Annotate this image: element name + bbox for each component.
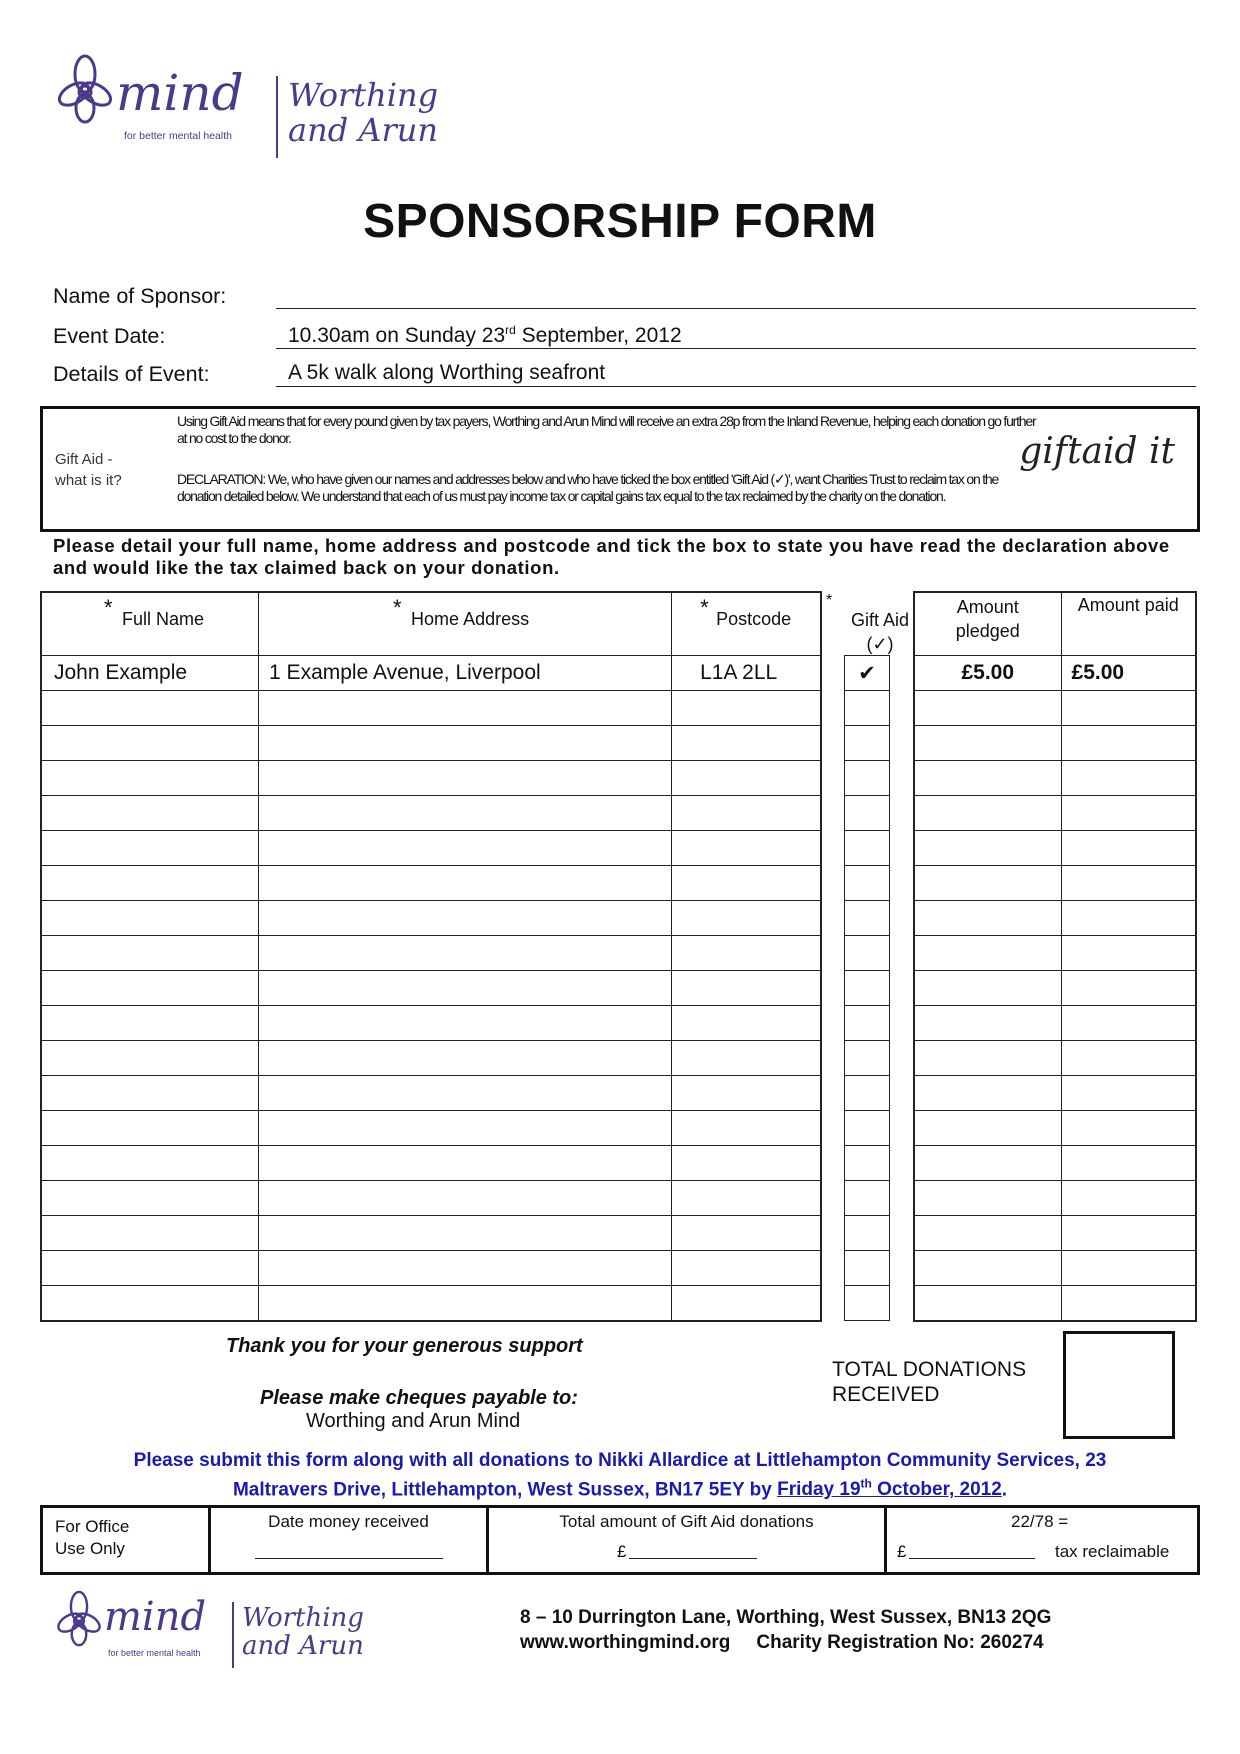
pledged-cell[interactable] — [914, 831, 1061, 866]
gift-aid-checkbox[interactable] — [845, 1251, 890, 1286]
postcode-cell[interactable] — [672, 796, 821, 831]
gift-aid-box — [40, 406, 1200, 532]
required-star: * — [700, 595, 709, 620]
paid-cell-value: £5.00 — [1071, 661, 1125, 684]
table-row — [41, 1041, 821, 1076]
office-label-line1: For Office — [55, 1517, 130, 1536]
postcode-cell[interactable] — [672, 1006, 821, 1041]
header-amount-pledged-label: Amount pledged — [955, 597, 1020, 641]
table-row — [914, 1216, 1196, 1251]
table-row — [845, 971, 890, 1006]
tax-pound: £ — [897, 1542, 907, 1561]
paid-cell[interactable] — [1061, 656, 1196, 691]
submit-deadline-a: Friday 19 — [777, 1479, 861, 1501]
table-row — [914, 866, 1196, 901]
mind-wordmark: mind — [116, 64, 244, 122]
gift-aid-checkbox[interactable] — [845, 831, 890, 866]
name-cell[interactable] — [41, 796, 259, 831]
address-cell[interactable] — [259, 1286, 672, 1322]
table-row — [41, 831, 821, 866]
pledged-cell[interactable] — [914, 691, 1061, 726]
table-row — [41, 726, 821, 761]
name-cell[interactable] — [41, 866, 259, 901]
header-postcode — [672, 592, 821, 656]
postcode-cell[interactable] — [672, 761, 821, 796]
postcode-cell[interactable] — [672, 726, 821, 761]
name-cell[interactable] — [41, 1216, 259, 1251]
name-cell[interactable] — [41, 761, 259, 796]
name-cell[interactable] — [41, 1146, 259, 1181]
submit-end: . — [1001, 1479, 1008, 1501]
total-donations-box[interactable] — [1063, 1331, 1175, 1439]
name-cell[interactable] — [41, 1041, 259, 1076]
pledged-cell[interactable] — [914, 936, 1061, 971]
address-cell[interactable] — [259, 1181, 672, 1216]
table-row — [41, 1146, 821, 1181]
logo-place-line2: and Arun — [242, 1631, 364, 1662]
logo-place-line1: Worthing — [288, 76, 439, 114]
submit-deadline-sup: th — [860, 1477, 872, 1491]
gift-aid-checkbox[interactable] — [845, 1076, 890, 1111]
ratio-label: 22/78 = — [1011, 1512, 1069, 1531]
gift-aid-checkbox[interactable] — [845, 1216, 890, 1251]
office-label-line2: Use Only — [55, 1539, 125, 1558]
submit-deadline — [777, 1479, 1002, 1500]
header-postcode-label: Postcode — [716, 609, 792, 629]
address-cell[interactable] — [259, 936, 672, 971]
instruction-text: Please detail your full name, home address and postcode and tick the box to state you have read the declaration above and would like the tax claimed back on your donation. — [53, 535, 1170, 578]
paid-cell[interactable] — [1061, 1181, 1196, 1216]
mind-flower-icon — [54, 52, 116, 132]
pledged-cell[interactable] — [914, 971, 1061, 1006]
name-cell[interactable] — [41, 971, 259, 1006]
paid-cell[interactable] — [1061, 1251, 1196, 1286]
event-date-line — [276, 348, 1196, 349]
details-line — [276, 386, 1196, 387]
office-label-cell — [43, 1508, 211, 1572]
mind-wordmark: mind — [104, 1594, 207, 1640]
pledged-cell[interactable] — [914, 866, 1061, 901]
gift-aid-checkbox[interactable] — [845, 971, 890, 1006]
table-row — [845, 866, 890, 901]
table-row — [845, 1286, 890, 1321]
paid-cell[interactable] — [1061, 831, 1196, 866]
table-row — [914, 726, 1196, 761]
paid-cell[interactable] — [1061, 971, 1196, 1006]
logo-divider — [232, 1602, 234, 1668]
address-cell[interactable] — [259, 1006, 672, 1041]
header-home-address-label: Home Address — [411, 609, 530, 629]
donor-table — [40, 591, 822, 1322]
total-label-line1: TOTAL DONATIONS — [832, 1358, 1027, 1381]
gift-aid-checkbox[interactable] — [845, 866, 890, 901]
table-row — [914, 1041, 1196, 1076]
header-amount-paid-label: Amount paid — [1077, 595, 1179, 615]
name-cell[interactable] — [41, 1251, 259, 1286]
name-cell[interactable] — [41, 936, 259, 971]
table-row — [845, 1181, 890, 1216]
paid-cell[interactable] — [1061, 726, 1196, 761]
address-cell[interactable] — [259, 901, 672, 936]
table-row — [845, 691, 890, 726]
submit-line2 — [40, 1472, 1200, 1502]
name-cell[interactable] — [41, 691, 259, 726]
table-row — [41, 1286, 821, 1322]
total-donations-label — [832, 1357, 1026, 1407]
gift-aid-checkbox[interactable] — [845, 656, 890, 691]
gift-aid-checkbox[interactable] — [845, 1286, 890, 1321]
table-row — [914, 936, 1196, 971]
table-row — [845, 726, 890, 761]
name-cell[interactable] — [41, 1111, 259, 1146]
sponsor-line — [276, 308, 1196, 309]
thanks-text: Thank you for your generous support — [226, 1335, 583, 1357]
table-row — [845, 831, 890, 866]
postcode-cell[interactable] — [672, 831, 821, 866]
paid-cell[interactable] — [1061, 691, 1196, 726]
table-row — [914, 691, 1196, 726]
postcode-cell[interactable] — [672, 1181, 821, 1216]
header-gift-aid-label: Gift Aid — [850, 610, 910, 630]
table-row — [914, 761, 1196, 796]
address-cell[interactable] — [259, 1041, 672, 1076]
address-cell[interactable] — [259, 796, 672, 831]
event-date-label: Event Date: — [53, 324, 166, 348]
address-cell[interactable] — [259, 761, 672, 796]
address-cell[interactable] — [259, 866, 672, 901]
pledged-cell[interactable] — [914, 1146, 1061, 1181]
event-date-a: 10.30am on Sunday 23 — [288, 324, 506, 347]
table-row — [41, 1181, 821, 1216]
postcode-cell[interactable] — [672, 971, 821, 1006]
logo-tagline: for better mental health — [124, 130, 232, 142]
paid-cell[interactable] — [1061, 1041, 1196, 1076]
name-cell[interactable] — [41, 726, 259, 761]
paid-cell[interactable] — [1061, 1216, 1196, 1251]
table-row — [914, 1146, 1196, 1181]
details-label: Details of Event: — [53, 362, 210, 386]
paid-cell[interactable] — [1061, 1076, 1196, 1111]
header-gift-aid — [845, 608, 915, 656]
name-cell[interactable] — [41, 1181, 259, 1216]
footer-website[interactable]: www.worthingmind.org — [520, 1632, 731, 1653]
logo-place — [242, 1604, 364, 1660]
postcode-cell[interactable] — [672, 901, 821, 936]
header-full-name-label: Full Name — [122, 609, 205, 629]
gift-aid-question-line2: what is it? — [55, 472, 122, 489]
table-row — [845, 1111, 890, 1146]
address-cell[interactable] — [259, 691, 672, 726]
address-cell[interactable] — [259, 1251, 672, 1286]
logo-place-line1: Worthing — [242, 1603, 364, 1633]
pledged-cell[interactable] — [914, 761, 1061, 796]
cheques-payee: Worthing and Arun Mind — [306, 1410, 521, 1432]
footer-charity-no: Charity Registration No: 260274 — [756, 1632, 1044, 1653]
pledged-cell[interactable] — [914, 1216, 1061, 1251]
pledged-cell[interactable] — [914, 1181, 1061, 1216]
gift-aid-checkbox[interactable] — [845, 901, 890, 936]
pledged-cell[interactable] — [914, 726, 1061, 761]
giftaid-it-logo: giftaid it — [1019, 431, 1175, 472]
address-cell[interactable] — [259, 831, 672, 866]
table-row — [914, 901, 1196, 936]
address-cell[interactable] — [259, 726, 672, 761]
pledged-cell[interactable] — [914, 656, 1061, 691]
event-date-value — [288, 323, 682, 348]
table-row — [845, 1006, 890, 1041]
table-row — [845, 1146, 890, 1181]
paid-cell[interactable] — [1061, 761, 1196, 796]
postcode-cell[interactable] — [672, 656, 821, 691]
cheques-label: Please make cheques payable to: — [260, 1387, 578, 1409]
gift-aid-total-line — [629, 1558, 757, 1559]
address-cell[interactable] — [259, 1111, 672, 1146]
table-row — [41, 656, 821, 691]
footer-address-block — [520, 1605, 1051, 1655]
gift-aid-question-line1: Gift Aid - — [55, 451, 113, 468]
gift-aid-total-label: Total amount of Gift Aid donations — [559, 1512, 814, 1531]
gift-aid-star: * — [826, 592, 833, 609]
gift-aid-checkbox-value: ✔ — [858, 661, 876, 685]
required-star: * — [393, 595, 402, 620]
paid-cell[interactable] — [1061, 866, 1196, 901]
table-row — [41, 936, 821, 971]
table-row — [914, 1286, 1196, 1322]
paid-cell[interactable] — [1061, 901, 1196, 936]
table-row — [41, 796, 821, 831]
name-cell[interactable] — [41, 1076, 259, 1111]
paid-cell[interactable] — [1061, 1111, 1196, 1146]
pledged-cell[interactable] — [914, 901, 1061, 936]
paid-cell[interactable] — [1061, 1146, 1196, 1181]
table-row — [41, 1006, 821, 1041]
office-label — [55, 1516, 129, 1560]
date-received-line — [255, 1558, 443, 1559]
table-row — [845, 1041, 890, 1076]
amount-table — [913, 591, 1197, 1322]
required-star: * — [104, 595, 113, 620]
pledged-cell[interactable] — [914, 1076, 1061, 1111]
gift-aid-table — [844, 655, 890, 1321]
table-row — [41, 901, 821, 936]
name-cell[interactable] — [41, 831, 259, 866]
postcode-cell[interactable] — [672, 936, 821, 971]
name-cell[interactable] — [41, 656, 259, 691]
postcode-cell[interactable] — [672, 1076, 821, 1111]
address-cell[interactable] — [259, 1076, 672, 1111]
gift-aid-total-cell[interactable] — [489, 1508, 887, 1572]
footer-contact-line — [520, 1630, 1051, 1655]
table-row — [914, 1251, 1196, 1286]
header-amount-paid — [1061, 592, 1196, 656]
postcode-cell[interactable] — [672, 1286, 821, 1322]
pledged-cell-value: £5.00 — [961, 661, 1015, 684]
mind-logo-bottom — [54, 1584, 374, 1679]
table-row — [41, 1111, 821, 1146]
gift-aid-explanation: Using Gift Aid means that for every pound given by tax payers, Worthing and Arun Mind will receive an extra 28p from the Inland Revenue, helping each donation go further at no cost to the donor. — [177, 413, 1036, 446]
postcode-cell[interactable] — [672, 1146, 821, 1181]
address-cell[interactable] — [259, 971, 672, 1006]
office-use-box — [40, 1505, 1200, 1575]
gift-aid-checkbox[interactable] — [845, 691, 890, 726]
name-cell[interactable] — [41, 1286, 259, 1322]
name-cell-value: John Example — [54, 661, 188, 684]
table-row — [845, 1076, 890, 1111]
table-row — [914, 1006, 1196, 1041]
pledged-cell[interactable] — [914, 1286, 1061, 1322]
tax-reclaim-cell[interactable] — [887, 1508, 1197, 1572]
mind-flower-icon — [54, 1588, 104, 1654]
date-received-cell[interactable] — [211, 1508, 489, 1572]
table-row — [845, 1251, 890, 1286]
sponsor-label: Name of Sponsor: — [53, 284, 227, 308]
details-value: A 5k walk along Worthing seafront — [288, 361, 606, 384]
gift-aid-checkbox[interactable] — [845, 796, 890, 831]
table-row — [845, 936, 890, 971]
table-row — [914, 796, 1196, 831]
pledged-cell[interactable] — [914, 1251, 1061, 1286]
postcode-cell[interactable] — [672, 1216, 821, 1251]
event-date-b: September, 2012 — [515, 324, 682, 347]
table-row — [845, 1216, 890, 1251]
table-row — [914, 1181, 1196, 1216]
paid-cell[interactable] — [1061, 1006, 1196, 1041]
name-cell[interactable] — [41, 1006, 259, 1041]
gift-aid-checkbox[interactable] — [845, 726, 890, 761]
gift-aid-checkbox[interactable] — [845, 1111, 890, 1146]
header-amount-pledged — [914, 592, 1061, 656]
logo-place — [288, 78, 438, 147]
header-home-address — [259, 592, 672, 656]
table-row — [914, 656, 1196, 691]
postcode-cell[interactable] — [672, 1251, 821, 1286]
table-row — [41, 971, 821, 1006]
table-row — [914, 1111, 1196, 1146]
footer-address: 8 – 10 Durrington Lane, Worthing, West Sussex, BN13 2QG — [520, 1607, 1052, 1628]
gift-aid-checkbox[interactable] — [845, 761, 890, 796]
gift-aid-checkbox[interactable] — [845, 1006, 890, 1041]
table-row — [845, 796, 890, 831]
postcode-cell[interactable] — [672, 691, 821, 726]
gift-aid-total-pound: £ — [617, 1542, 627, 1561]
table-row — [914, 831, 1196, 866]
table-row — [914, 1076, 1196, 1111]
mind-logo-top — [54, 50, 454, 165]
header-full-name — [41, 592, 259, 656]
address-cell[interactable] — [259, 1146, 672, 1181]
gift-aid-checkbox[interactable] — [845, 1146, 890, 1181]
postcode-cell-value: L1A 2LL — [700, 661, 778, 684]
logo-place-line2: and Arun — [288, 110, 438, 149]
gift-aid-checkbox[interactable] — [845, 936, 890, 971]
postcode-cell[interactable] — [672, 866, 821, 901]
pledged-cell[interactable] — [914, 1006, 1061, 1041]
postcode-cell[interactable] — [672, 1111, 821, 1146]
postcode-cell[interactable] — [672, 1041, 821, 1076]
paid-cell[interactable] — [1061, 796, 1196, 831]
submit-address: Maltravers Drive, Littlehampton, West Sussex, BN17 5EY by — [232, 1479, 778, 1501]
table-row — [845, 901, 890, 936]
table-row — [845, 761, 890, 796]
address-cell-value: 1 Example Avenue, Liverpool — [269, 661, 541, 684]
name-cell[interactable] — [41, 901, 259, 936]
submit-line1: Please submit this form along with all donations to Nikki Allardice at Littlehampton Community Services, 23 — [133, 1450, 1107, 1471]
table-row — [41, 1076, 821, 1111]
header-gift-aid-tick: (✓) — [866, 634, 894, 654]
tax-line — [909, 1558, 1035, 1559]
table-row — [845, 656, 890, 691]
paid-cell[interactable] — [1061, 1286, 1196, 1322]
gift-aid-question — [55, 449, 122, 491]
table-row — [41, 1251, 821, 1286]
table-row — [41, 691, 821, 726]
page-title: SPONSORSHIP FORM — [363, 195, 877, 248]
address-cell[interactable] — [259, 1216, 672, 1251]
table-row — [914, 971, 1196, 1006]
paid-cell[interactable] — [1061, 936, 1196, 971]
pledged-cell[interactable] — [914, 1041, 1061, 1076]
table-row — [41, 866, 821, 901]
address-cell[interactable] — [259, 656, 672, 691]
gift-aid-checkbox[interactable] — [845, 1181, 890, 1216]
pledged-cell[interactable] — [914, 796, 1061, 831]
gift-aid-checkbox[interactable] — [845, 1041, 890, 1076]
logo-tagline: for better mental health — [108, 1648, 201, 1658]
total-label-line2: RECEIVED — [832, 1383, 940, 1406]
table-row — [41, 1216, 821, 1251]
gift-aid-declaration: DECLARATION: We, who have given our names and addresses below and who have ticked the box entitled 'Gift Aid (✓)', want Charities Trust to reclaim tax on the donation detailed below. We understand that each of us must pay income tax or capital gains tax equal to the tax reclaimed by the charity on the donation. — [177, 471, 999, 504]
pledged-cell[interactable] — [914, 1111, 1061, 1146]
logo-divider — [276, 76, 278, 158]
date-received-label: Date money received — [268, 1512, 429, 1531]
event-date-sup: rd — [505, 323, 516, 337]
submit-deadline-b: October, 2012 — [871, 1479, 1002, 1501]
table-row — [41, 761, 821, 796]
tax-reclaimable-label: tax reclaimable — [1055, 1542, 1170, 1561]
